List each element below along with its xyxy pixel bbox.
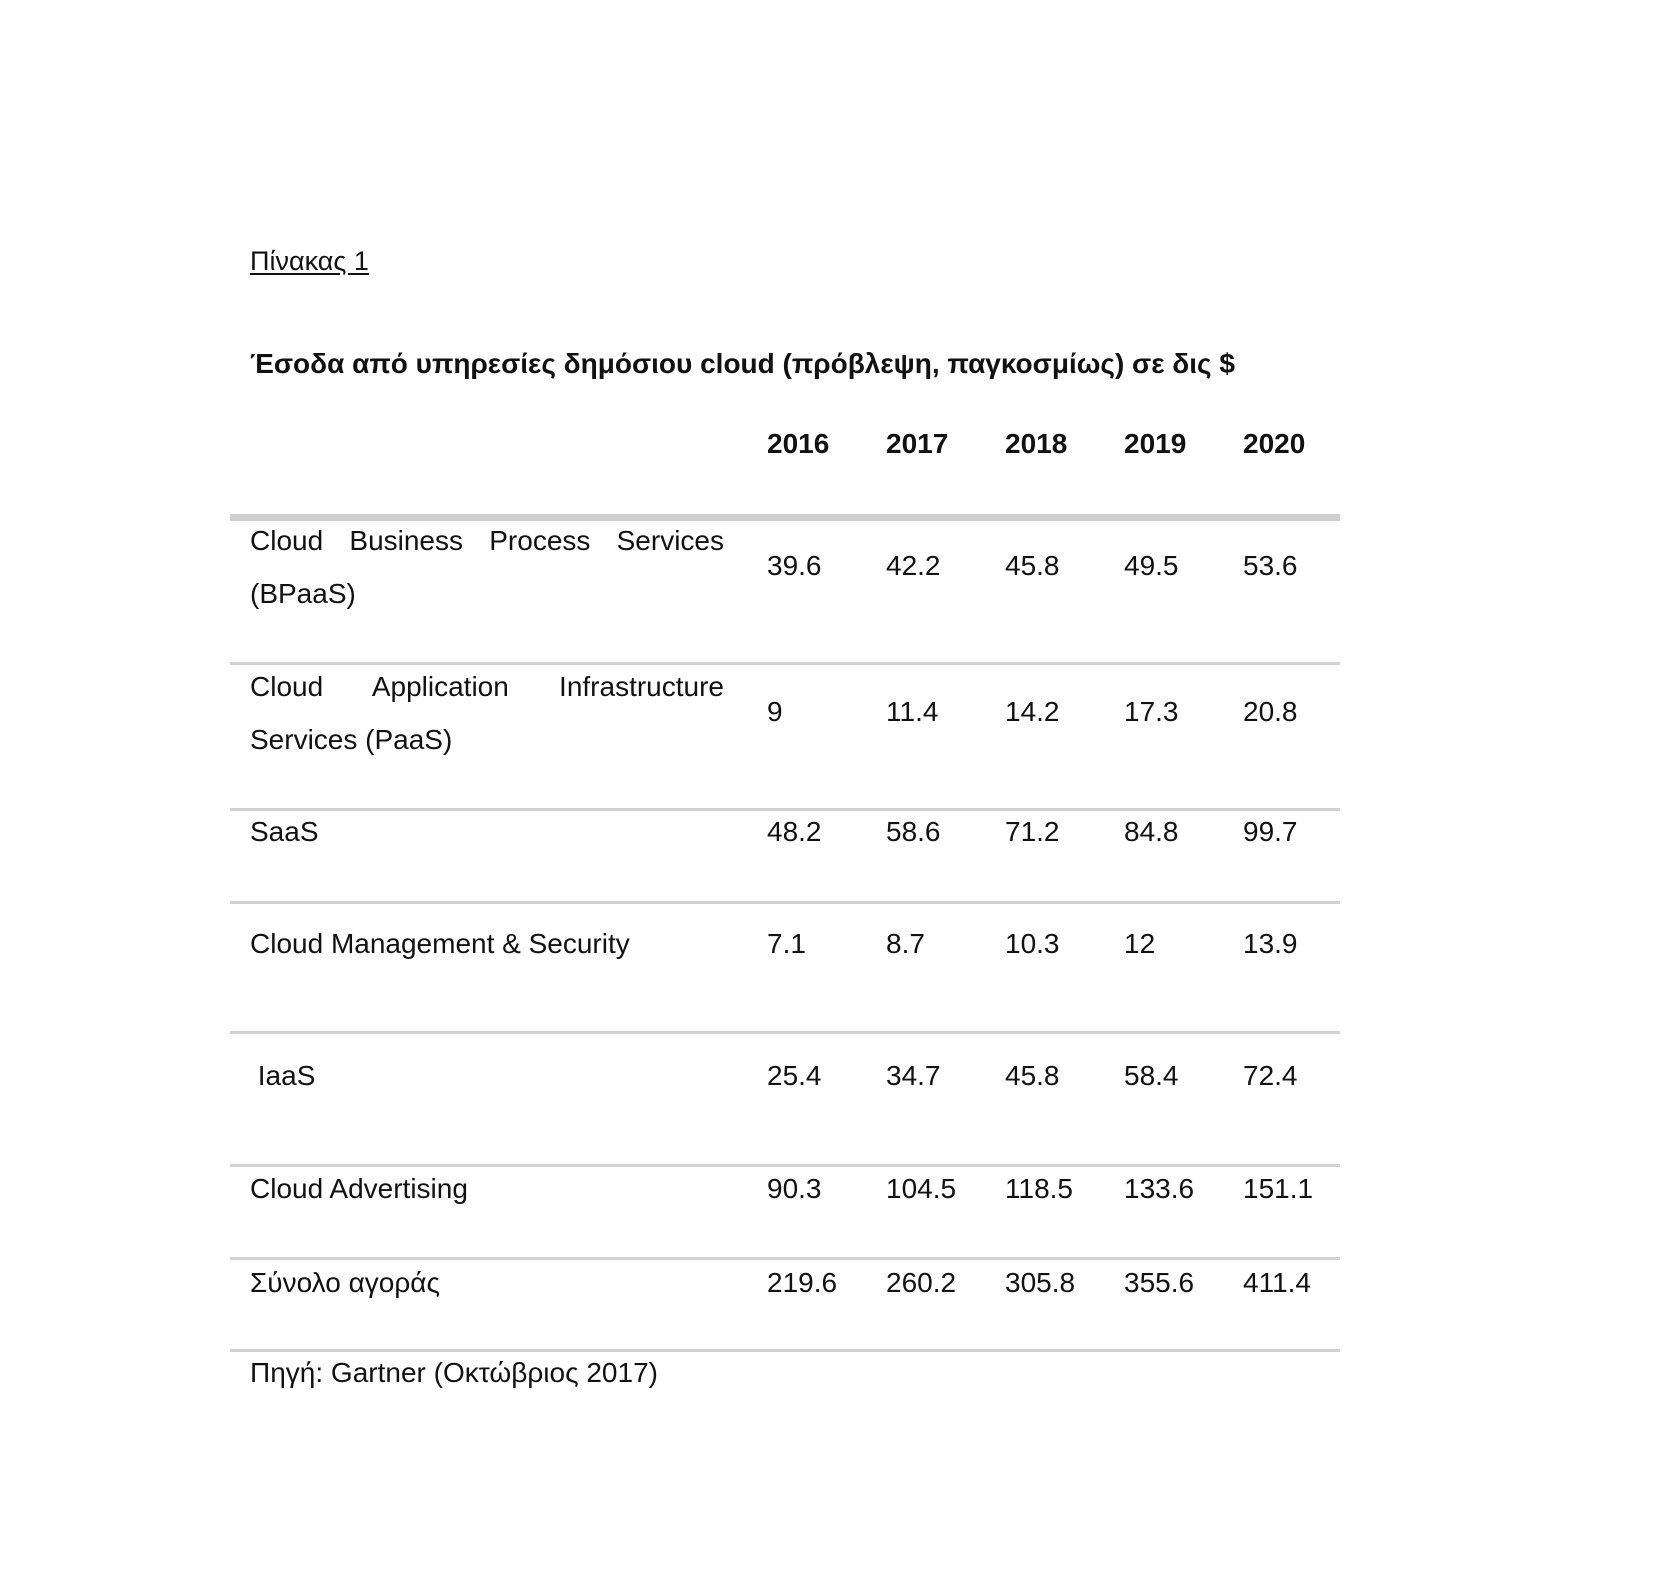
row-label: IaaS <box>250 1060 316 1091</box>
table-bottom-border <box>230 1349 1340 1352</box>
table-cell: 48.2 <box>767 816 822 847</box>
year-header: 2019 <box>1124 428 1187 459</box>
year-header: 2017 <box>886 428 949 459</box>
table-cell: 11.4 <box>886 696 939 727</box>
table-cell: 34.7 <box>886 1060 941 1091</box>
table-cell: 17.3 <box>1124 696 1179 727</box>
row-label: Cloud Business Process Services (BPaaS) <box>250 525 724 609</box>
source-note: Πηγή: Gartner (Οκτώβριος 2017) <box>250 1357 658 1388</box>
table-cell: 8.7 <box>886 928 925 959</box>
year-header: 2016 <box>767 428 830 459</box>
table-title: Έσοδα από υπηρεσίες δημόσιου cloud (πρόβλεψη, παγκοσμίως) σε δις $ <box>250 348 1235 379</box>
row-divider <box>230 901 1340 904</box>
table-cell: 219.6 <box>767 1267 838 1298</box>
table-cell: 355.6 <box>1124 1267 1195 1298</box>
row-divider <box>230 1031 1340 1034</box>
table-cell: 58.4 <box>1124 1060 1179 1091</box>
table-cell: 90.3 <box>767 1173 822 1204</box>
table-cell: 305.8 <box>1005 1267 1076 1298</box>
table-cell: 260.2 <box>886 1267 957 1298</box>
table-cell: 39.6 <box>767 550 822 581</box>
table-cell: 49.5 <box>1124 550 1179 581</box>
table-cell: 84.8 <box>1124 816 1179 847</box>
table-cell: 118.5 <box>1005 1173 1073 1204</box>
table-cell: 72.4 <box>1243 1060 1298 1091</box>
table-cell: 14.2 <box>1005 696 1060 727</box>
table-cell: 13.9 <box>1243 928 1298 959</box>
table-cell: 9 <box>767 696 783 727</box>
year-header: 2018 <box>1005 428 1068 459</box>
table-cell: 42.2 <box>886 550 941 581</box>
row-label: Cloud Management & Security <box>250 928 630 959</box>
table-cell: 58.6 <box>886 816 941 847</box>
table-cell: 151.1 <box>1243 1173 1314 1204</box>
table-cell: 20.8 <box>1243 696 1298 727</box>
table-cell: 25.4 <box>767 1060 822 1091</box>
table-cell: 45.8 <box>1005 550 1060 581</box>
year-header: 2020 <box>1243 428 1306 459</box>
table-cell: 411.4 <box>1243 1267 1311 1298</box>
table-caption: Πίνακας 1 <box>250 246 369 276</box>
table-cell: 10.3 <box>1005 928 1060 959</box>
table-cell: 133.6 <box>1124 1173 1195 1204</box>
table-cell: 53.6 <box>1243 550 1298 581</box>
row-label: SaaS <box>250 816 319 847</box>
row-label: Σύνολο αγοράς <box>250 1267 440 1298</box>
row-label: Cloud Application Infrastructure Services (PaaS) <box>250 671 724 755</box>
table-cell: 99.7 <box>1243 816 1298 847</box>
table-cell: 7.1 <box>767 928 806 959</box>
table-cell: 12 <box>1124 928 1156 959</box>
table-cell: 104.5 <box>886 1173 957 1204</box>
row-label: Cloud Advertising <box>250 1173 468 1204</box>
table-cell: 45.8 <box>1005 1060 1060 1091</box>
table-cell: 71.2 <box>1005 816 1060 847</box>
